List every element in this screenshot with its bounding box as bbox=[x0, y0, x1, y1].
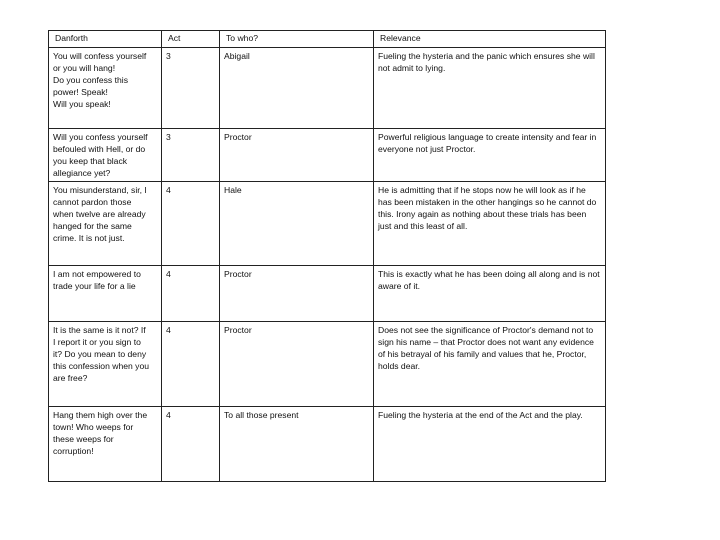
relevance-cell: Does not see the significance of Proctor's demand not to sign his name – that Proctor does not want any evidence of his betrayal of his family and values that he, Proctor, holds dear. bbox=[374, 322, 606, 407]
quote-cell bbox=[49, 129, 162, 182]
quotes-table bbox=[48, 30, 606, 482]
act-cell: 4 bbox=[162, 182, 220, 266]
table-row bbox=[49, 407, 606, 482]
relevance-cell: Fueling the hysteria at the end of the Act and the play. bbox=[374, 407, 606, 482]
act-cell: 3 bbox=[162, 129, 220, 182]
header-row bbox=[49, 31, 606, 48]
quote-text: You will confess yourself or you will hang! Do you confess this power! Speak! Will you speak! bbox=[53, 51, 147, 109]
quote-text: You misunderstand, sir, I cannot pardon those when twelve are already hanged for the same crime. It is not just. bbox=[53, 185, 147, 243]
who-cell: Hale bbox=[220, 182, 374, 266]
act-cell: 3 bbox=[162, 48, 220, 129]
table-row bbox=[49, 182, 606, 266]
quote-text: It is the same is it not? If I report it or you sign to it? Do you mean to deny this confession when you are free? bbox=[53, 325, 150, 383]
relevance-cell: Powerful religious language to create intensity and fear in everyone not just Proctor. bbox=[374, 129, 606, 182]
table-row bbox=[49, 266, 606, 322]
quote-cell bbox=[49, 182, 162, 266]
quote-text: I am not empowered to trade your life for a lie bbox=[53, 269, 141, 291]
who-cell: Proctor bbox=[220, 266, 374, 322]
act-cell: 4 bbox=[162, 407, 220, 482]
relevance-cell: This is exactly what he has been doing all along and is not aware of it. bbox=[374, 266, 606, 322]
table-row bbox=[49, 129, 606, 182]
relevance-cell: Fueling the hysteria and the panic which ensures she will not admit to lying. bbox=[374, 48, 606, 129]
quote-cell bbox=[49, 48, 162, 129]
quote-cell bbox=[49, 322, 162, 407]
relevance-cell: He is admitting that if he stops now he will look as if he has been mistaken in the other hangings so he cannot do this. Irony again as nothing about these trials has been just and this least of all. bbox=[374, 182, 606, 266]
header-who: To who? bbox=[220, 31, 374, 48]
who-cell: Proctor bbox=[220, 129, 374, 182]
who-cell: Proctor bbox=[220, 322, 374, 407]
table-row bbox=[49, 48, 606, 129]
header-quote: Danforth bbox=[49, 31, 162, 48]
who-cell: To all those present bbox=[220, 407, 374, 482]
table-row bbox=[49, 322, 606, 407]
act-cell: 4 bbox=[162, 322, 220, 407]
quote-cell bbox=[49, 407, 162, 482]
header-relevance: Relevance bbox=[374, 31, 606, 48]
who-cell: Abigail bbox=[220, 48, 374, 129]
quote-text: Will you confess yourself befouled with Hell, or do you keep that black allegiance yet? bbox=[53, 132, 148, 178]
quote-cell bbox=[49, 266, 162, 322]
act-cell: 4 bbox=[162, 266, 220, 322]
quote-text: Hang them high over the town! Who weeps for these weeps for corruption! bbox=[53, 410, 148, 456]
header-act: Act bbox=[162, 31, 220, 48]
